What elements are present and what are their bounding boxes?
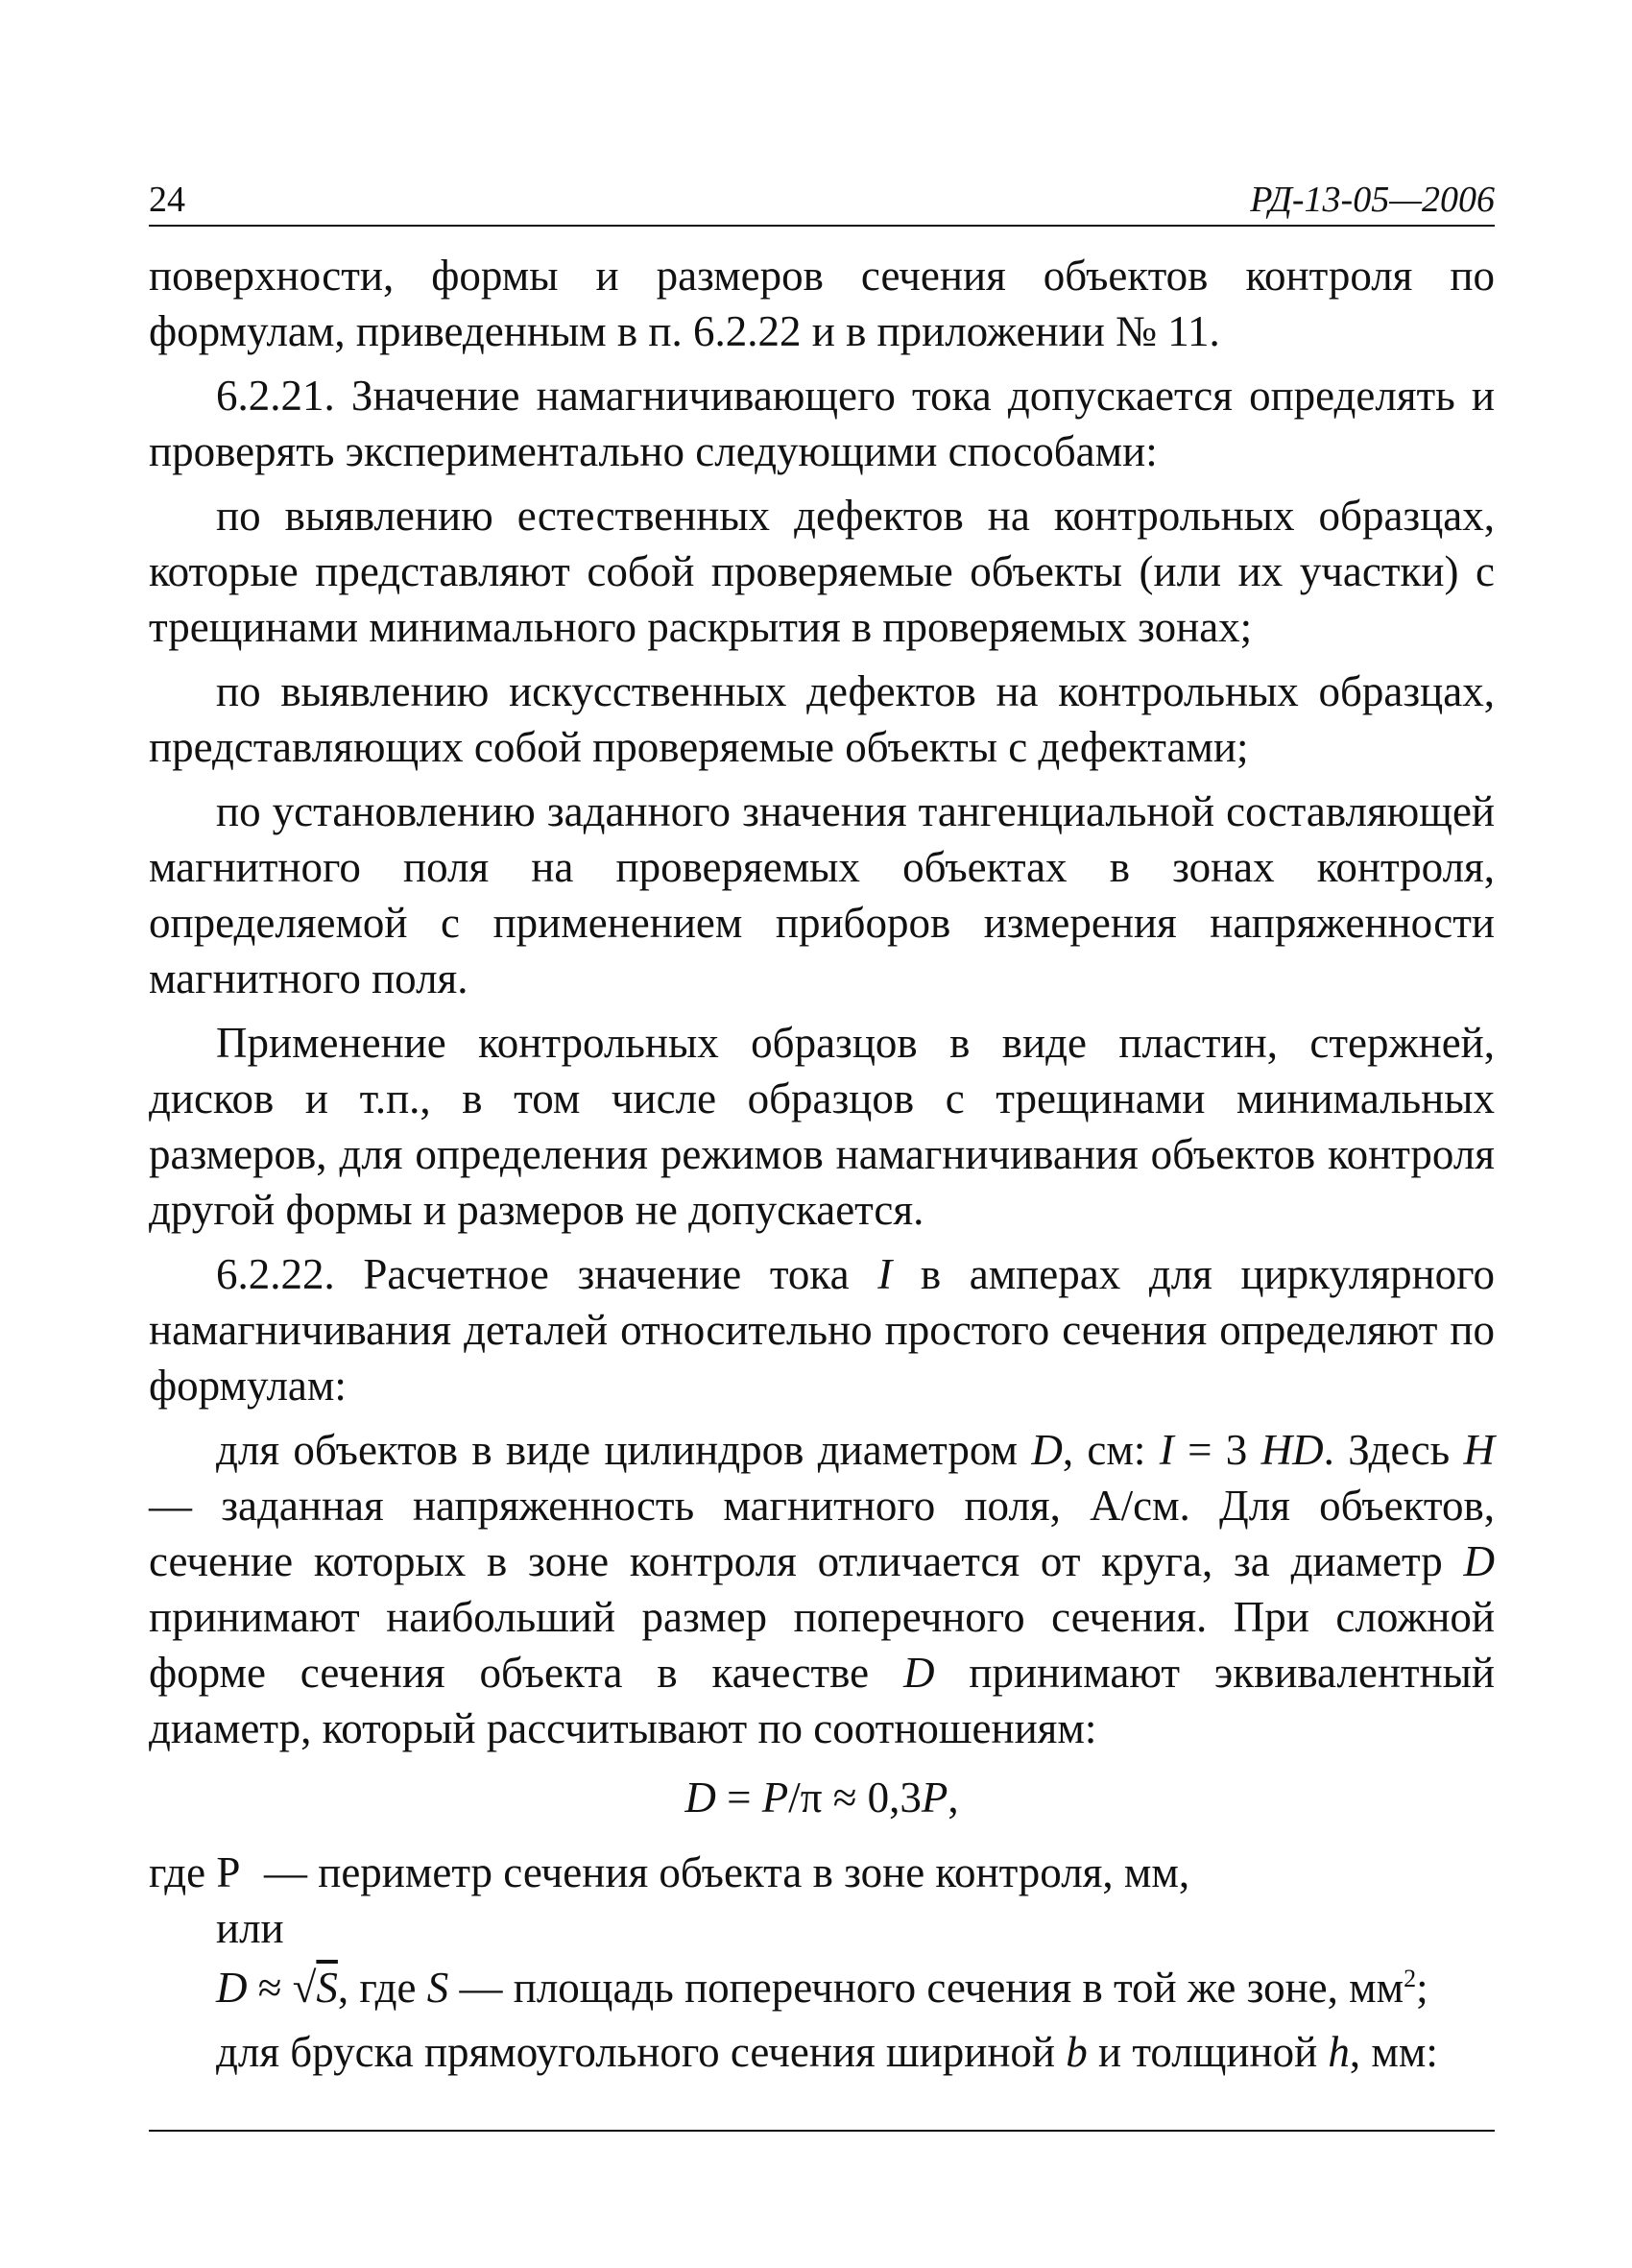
method-tangential-field: по установлению заданного значения тангенциальной составляющей магнитного поля на проверяемых объектах в зонах контроля, определяемой с применением приборов измерения напряженности магнитного поля.: [149, 787, 1495, 1002]
paragraph-cylinders: для объектов в виде цилиндров диаметром D, см: I = 3 HD. Здесь H — заданная напряженность магнитного поля, А/см. Для объектов, сечение которых в зоне контроля отличается от круга, за диаметр D принимают наибольший размер поперечного сечения. При сложной форме сечения объекта в качестве D принимают эквивалентный диаметр, который рассчитывают по соотношениям:: [149, 1426, 1495, 1752]
paragraph-6-2-22: 6.2.22. Расчетное значение тока I в амперах для циркулярного намагничивания деталей относительно простого сечения определяют по формулам:: [149, 1250, 1495, 1410]
footer-rule: [149, 2130, 1495, 2132]
paragraph-6-2-21: 6.2.21. Значение намагничивающего тока допускается определять и проверять экспериментально следующими способами:: [149, 372, 1495, 475]
document-body: [149, 248, 1495, 2088]
page-header: [149, 182, 1495, 227]
paragraph-rectangular-bar: для бруска прямоугольного сечения шириной b и толщиной h, мм:: [216, 2028, 1438, 2076]
method-natural-defects: по выявлению естественных дефектов на контрольных образцах, которые представляют собой проверяемые объекты (или их участки) с трещинами минимального раскрытия в проверяемых зонах;: [149, 492, 1495, 651]
formula-equivalent-diameter: D = P/π ≈ 0,3P,: [684, 1773, 959, 1822]
formula-area-diameter: D ≈ √S, где S — площадь поперечного сечения в той же зоне, $мм^2$;: [216, 1964, 1428, 2012]
or-word: или: [216, 1904, 284, 1952]
formula-where-line: где P — периметр сечения объекта в зоне контроля, мм,: [149, 1848, 1190, 1896]
document-code: РД-13-05—2006: [1250, 180, 1495, 220]
paragraph-continuation: поверхности, формы и размеров сечения объектов контроля по формулам, приведенным в п. 6.2.22 и в приложении № 11.: [149, 252, 1495, 355]
paragraph-samples-restriction: Применение контрольных образцов в виде пластин, стержней, дисков и т.п., в том числе образцов с трещинами минимальных размеров, для определения режимов намагничивания объектов контроля другой формы и размеров не допускается.: [149, 1019, 1495, 1234]
page-number: 24: [149, 180, 185, 220]
method-artificial-defects: по выявлению искусственных дефектов на контрольных образцах, представляющих собой проверяемые объекты с дефектами;: [149, 667, 1495, 771]
